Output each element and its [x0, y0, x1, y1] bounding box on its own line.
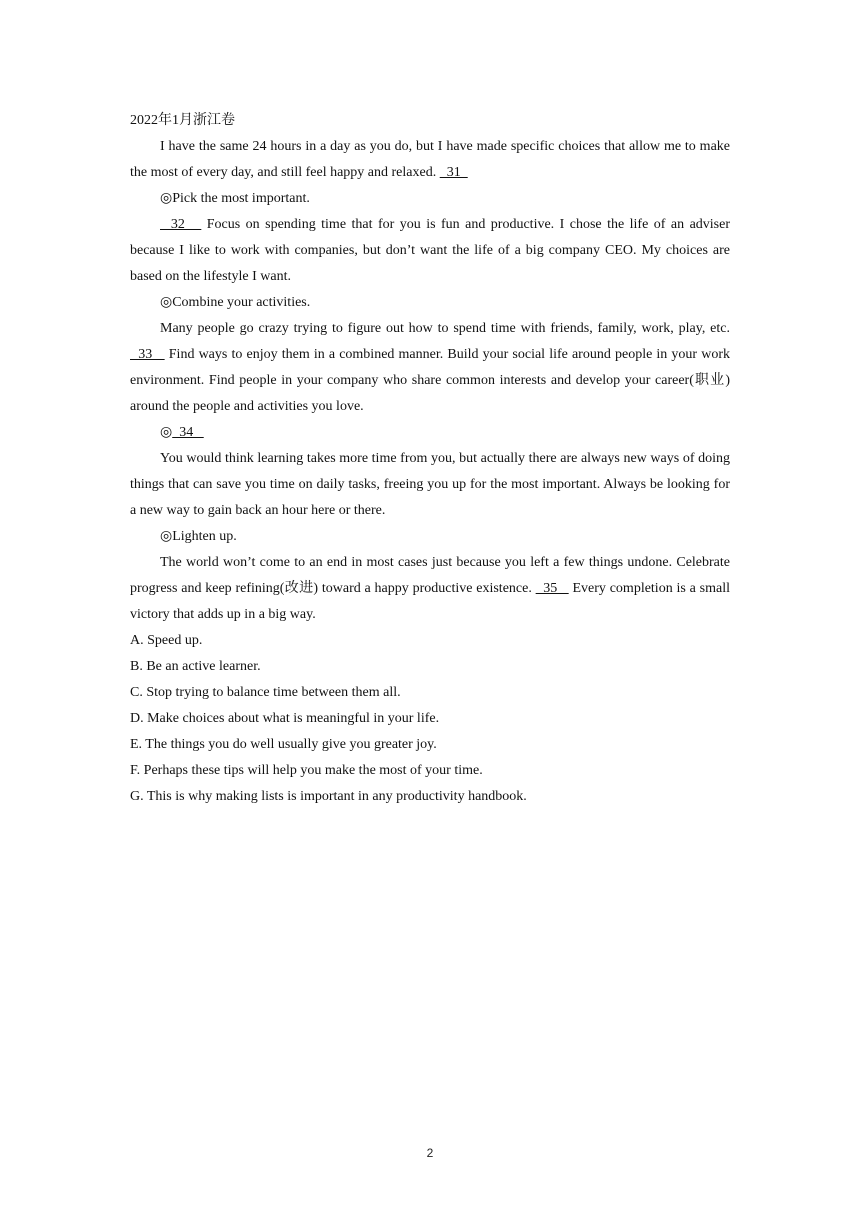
option-f: F. Perhaps these tips will help you make the most of your time. — [130, 763, 483, 778]
heading-2: ◎Combine your activities. — [160, 295, 311, 310]
paragraph-5-text: The world won’t come to an end in most cases just because you left a few things undone. Celebrate progress and keep refining(改进) toward a happy productive existence. — [130, 555, 730, 596]
paragraph-2-text: Focus on spending time that for you is fun and productive. I chose the life of an adviser because I like to work with companies, but don’t want the life of a big company CEO. My choices are based on the lifestyle I want. — [130, 217, 730, 284]
blank-31: 31 — [439, 165, 468, 180]
option-e: E. The things you do well usually give you greater joy. — [130, 737, 437, 752]
heading-4: ◎Lighten up. — [160, 529, 237, 544]
option-d: D. Make choices about what is meaningful in your life. — [130, 711, 440, 726]
blank-35: 35 — [535, 581, 569, 596]
paragraph-5-text-b: Every completion is a small victory that adds up in a big way. — [130, 581, 730, 622]
heading-1: ◎Pick the most important. — [160, 191, 310, 206]
options-list — [130, 628, 730, 810]
paragraph-3-text-b: Find ways to enjoy them in a combined manner. Build your social life around people in your work environment. Find people in your company who share common interests and develop your career(职业) around the people and activities you love. — [130, 347, 730, 414]
paragraph-1-text: I have the same 24 hours in a day as you do, but I have made specific choices that allow me to make the most of every day, and still feel happy and relaxed. — [130, 139, 730, 180]
exam-title: 2022年1月浙江卷 — [130, 113, 235, 128]
heading-3-prefix: ◎ — [160, 425, 173, 440]
paragraph-4: You would think learning takes more time from you, but actually there are always new ways of doing things that can save you time on daily tasks, freeing you up for the most important. Always be looking for a new way to gain back an hour here or there. — [130, 451, 730, 518]
paragraph-1 — [130, 134, 730, 186]
option-g: G. This is why making lists is important in any productivity handbook. — [130, 789, 527, 804]
page-number: 2 — [426, 1146, 434, 1160]
blank-33: 33 — [130, 347, 165, 362]
option-b: B. Be an active learner. — [130, 659, 261, 674]
blank-34: 34 — [172, 425, 204, 440]
paragraph-5 — [130, 550, 730, 628]
option-a: A. Speed up. — [130, 633, 203, 648]
heading-3 — [130, 420, 730, 446]
paragraph-3 — [130, 316, 730, 420]
paragraph-3-text-a: Many people go crazy trying to figure out how to spend time with friends, family, work, play, etc. — [160, 321, 730, 336]
blank-32: 32 — [160, 217, 202, 232]
option-c: C. Stop trying to balance time between them all. — [130, 685, 401, 700]
paragraph-2 — [130, 212, 730, 290]
document-body — [130, 108, 730, 810]
